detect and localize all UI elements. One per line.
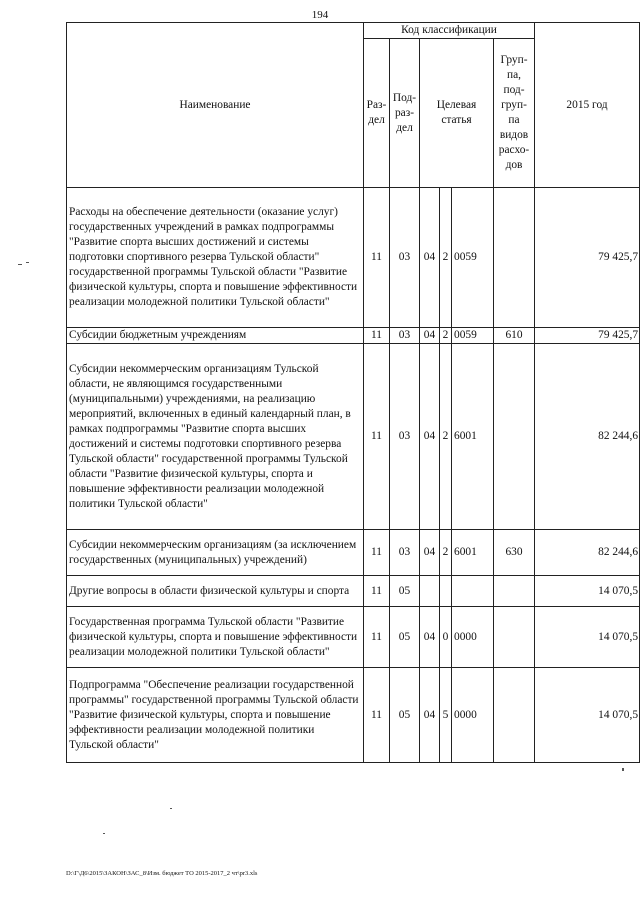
row-cs-program: 04 — [420, 188, 440, 328]
table-row — [67, 344, 640, 530]
table-row — [67, 530, 640, 576]
header-tselevaya-statya: Целевая статья — [420, 39, 494, 188]
row-cs-subprogram — [440, 576, 452, 607]
row-podrazdel: 05 — [390, 576, 420, 607]
row-podrazdel: 03 — [390, 188, 420, 328]
row-vr: 630 — [494, 530, 535, 576]
header-year: 2015 год — [535, 23, 640, 188]
row-amount: 14 070,5 — [535, 576, 640, 607]
row-podrazdel: 05 — [390, 607, 420, 668]
table-row — [67, 576, 640, 607]
row-cs-direction — [452, 576, 494, 607]
row-amount: 14 070,5 — [535, 668, 640, 763]
row-razdel: 11 — [364, 530, 390, 576]
scan-speck — [103, 833, 105, 834]
row-cs-subprogram: 2 — [440, 188, 452, 328]
scan-speck — [170, 808, 172, 809]
row-vr — [494, 576, 535, 607]
row-cs-subprogram: 2 — [440, 328, 452, 344]
row-name: Субсидии некоммерческим организациям Тульской области, не являющимся государственными (муниципальными) учреждениями, на реализацию мероприятий, включенных в единый календарный план, в рамках подпрограммы "Развитие спорта высших достижений и системы подготовки спортивного резерва Тульской области" государственной программы Тульской области "Развитие физической культуры, спорта и повышение эффективности реализации молодежной политики Тульской области" — [67, 344, 364, 530]
row-name: Подпрограмма "Обеспечение реализации государственной программы" государственной программы Тульской области "Развитие физической культуры, спорта и повышение эффективности реализации молодежной политики Тульской области" — [67, 668, 364, 763]
row-cs-subprogram: 0 — [440, 607, 452, 668]
file-path-footer: D:\Г\Д6\2015\ЗАКОН\ЗАС_8\Изм. бюджет ТО 2015-2017_2 чт\pr3.xls — [66, 870, 258, 877]
row-name: Другие вопросы в области физической культуры и спорта — [67, 576, 364, 607]
row-podrazdel: 03 — [390, 344, 420, 530]
row-cs-program: 04 — [420, 328, 440, 344]
row-vr — [494, 344, 535, 530]
header-name: Наименование — [67, 23, 364, 188]
row-amount: 82 244,6 — [535, 344, 640, 530]
row-cs-direction: 0000 — [452, 607, 494, 668]
row-cs-subprogram: 2 — [440, 344, 452, 530]
scan-speck — [26, 262, 29, 263]
header-gruppa-vidov-rashodov: Груп- па, под- груп- па видов расхо- дов — [494, 39, 535, 188]
header-podrazdel: Под- раз- дел — [390, 39, 420, 188]
row-podrazdel: 03 — [390, 530, 420, 576]
row-cs-subprogram: 5 — [440, 668, 452, 763]
row-amount: 82 244,6 — [535, 530, 640, 576]
row-razdel: 11 — [364, 344, 390, 530]
row-cs-direction: 0059 — [452, 328, 494, 344]
row-amount: 79 425,7 — [535, 328, 640, 344]
scan-speck — [18, 264, 22, 265]
row-razdel: 11 — [364, 188, 390, 328]
row-cs-program: 04 — [420, 607, 440, 668]
row-vr: 610 — [494, 328, 535, 344]
row-cs-program: 04 — [420, 344, 440, 530]
row-razdel: 11 — [364, 576, 390, 607]
row-cs-program — [420, 576, 440, 607]
header-classification-code: Код классификации — [364, 23, 535, 39]
row-cs-program: 04 — [420, 530, 440, 576]
table-row — [67, 668, 640, 763]
row-cs-direction: 6001 — [452, 344, 494, 530]
page-number: 194 — [311, 9, 329, 21]
row-cs-direction: 6001 — [452, 530, 494, 576]
table-row — [67, 188, 640, 328]
row-vr — [494, 668, 535, 763]
row-name: Государственная программа Тульской области "Развитие физической культуры, спорта и повышение эффективности реализации молодежной политики Тульской области" — [67, 607, 364, 668]
row-razdel: 11 — [364, 328, 390, 344]
row-name: Расходы на обеспечение деятельности (оказание услуг) государственных учреждений в рамках подпрограммы "Развитие спорта высших достижений и системы подготовки спортивного резерва Тульской области" государственной программы Тульской области "Развитие физической культуры, спорта и повышение эффективности реализации молодежной политики Тульской области" — [67, 188, 364, 328]
row-razdel: 11 — [364, 668, 390, 763]
row-podrazdel: 03 — [390, 328, 420, 344]
row-cs-subprogram: 2 — [440, 530, 452, 576]
scan-speck — [622, 768, 624, 771]
row-amount: 14 070,5 — [535, 607, 640, 668]
row-podrazdel: 05 — [390, 668, 420, 763]
row-name: Субсидии бюджетным учреждениям — [67, 328, 364, 344]
row-cs-program: 04 — [420, 668, 440, 763]
row-name: Субсидии некоммерческим организациям (за исключением государственных (муниципальных) учреждений) — [67, 530, 364, 576]
table-row — [67, 607, 640, 668]
header-razdel: Раз- дел — [364, 39, 390, 188]
row-vr — [494, 607, 535, 668]
budget-table — [66, 22, 640, 763]
row-cs-direction: 0059 — [452, 188, 494, 328]
table-row — [67, 328, 640, 344]
row-cs-direction: 0000 — [452, 668, 494, 763]
row-amount: 79 425,7 — [535, 188, 640, 328]
row-razdel: 11 — [364, 607, 390, 668]
row-vr — [494, 188, 535, 328]
header-row-1 — [67, 23, 640, 39]
